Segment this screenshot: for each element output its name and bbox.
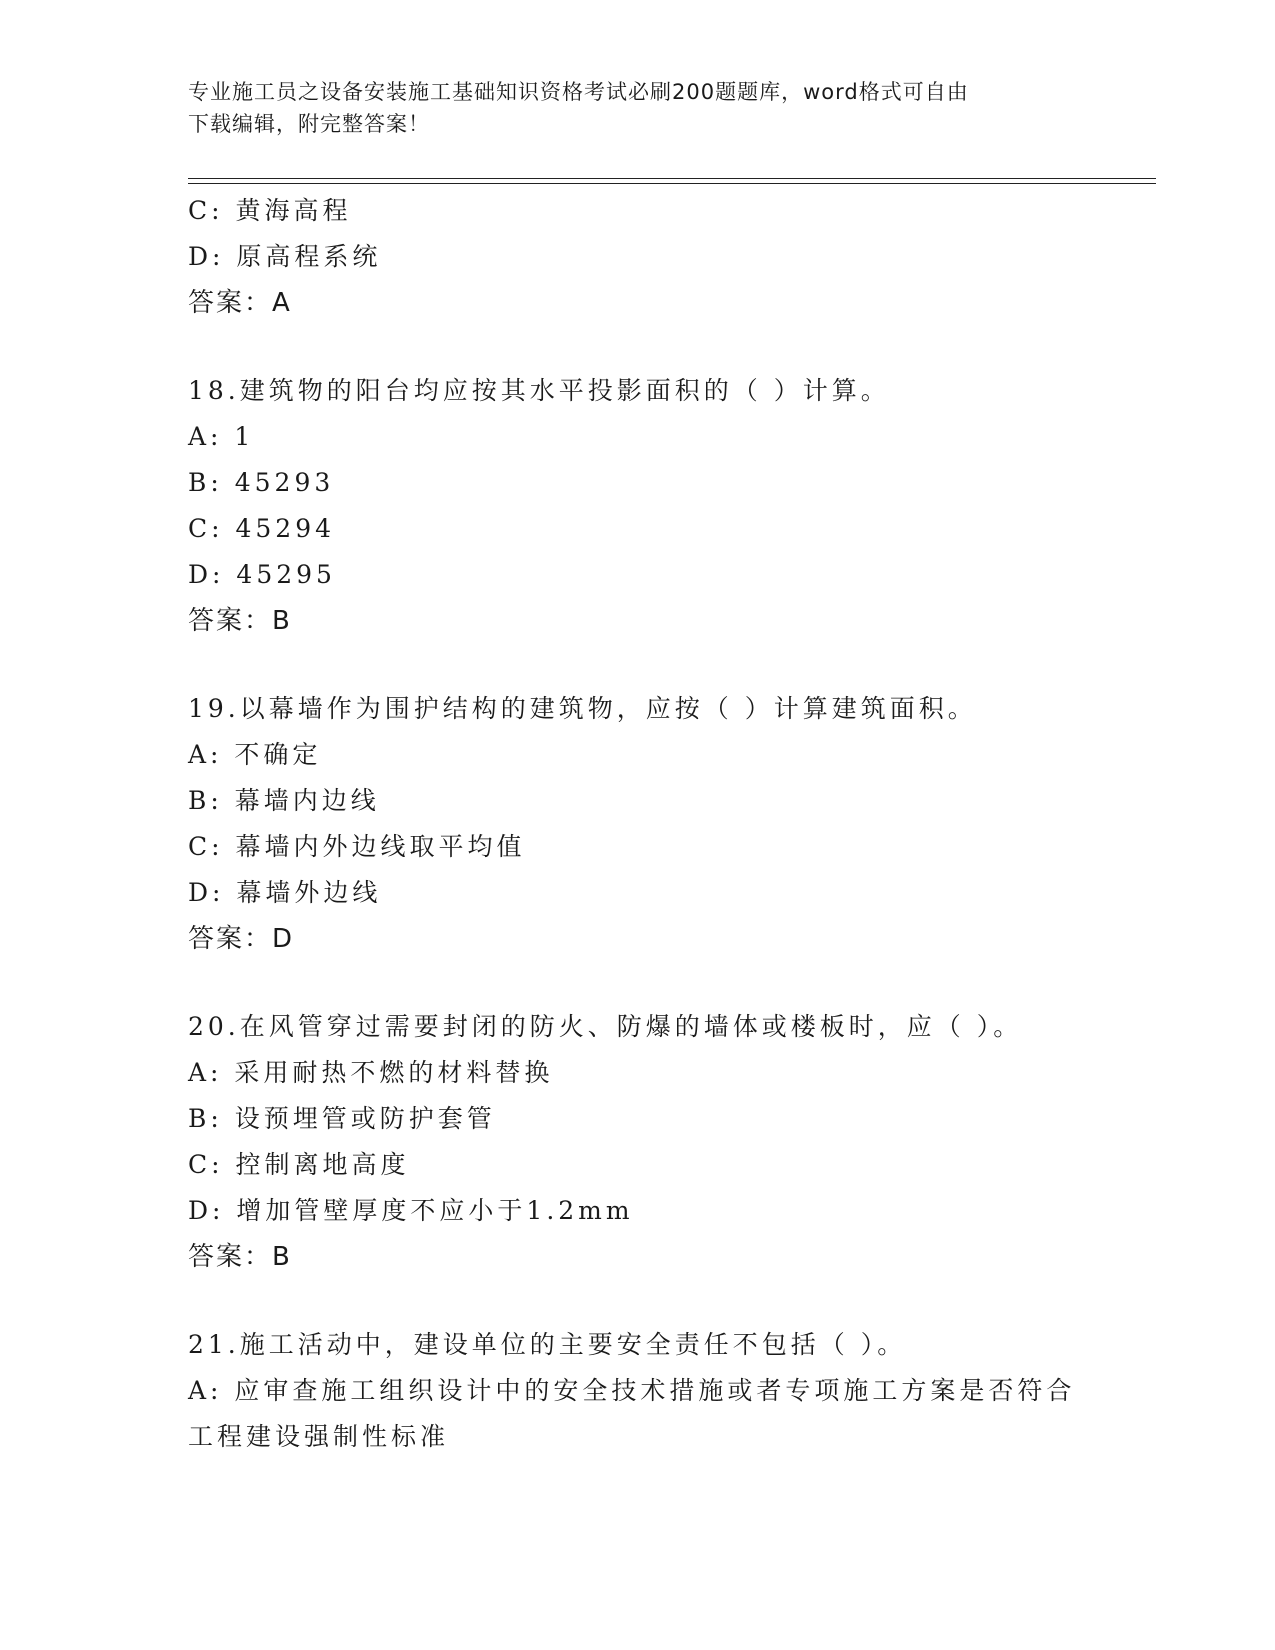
header-divider-top xyxy=(188,178,1156,179)
option-a-line-1: A: 应审查施工组织设计中的安全技术措施或者专项施工方案是否符合 xyxy=(188,1376,1076,1405)
option-c: C: 幕墙内外边线取平均值 xyxy=(188,832,526,861)
option-a: A: 不确定 xyxy=(188,740,322,769)
option-d: D: 原高程系统 xyxy=(188,242,382,271)
document-header xyxy=(188,76,1088,140)
question-stem: 19.以幕墙作为围护结构的建筑物，应按（ ）计算建筑面积。 xyxy=(188,694,977,723)
option-b: B: 幕墙内边线 xyxy=(188,786,380,815)
question-21 xyxy=(188,1322,1088,1460)
option-d: D: 增加管壁厚度不应小于1.2mm xyxy=(188,1196,634,1225)
option-c: C: 45294 xyxy=(188,514,336,543)
option-a-line-2: 工程建设强制性标准 xyxy=(188,1422,450,1451)
answer-line: 答案：B xyxy=(188,1242,292,1272)
answer-line: 答案：D xyxy=(188,924,295,954)
question-stem: 21.施工活动中，建设单位的主要安全责任不包括（ ）。 xyxy=(188,1330,907,1359)
header-line-1: 专业施工员之设备安装施工基础知识资格考试必刷200题题库，word格式可自由 xyxy=(188,80,969,104)
option-c: C: 控制离地高度 xyxy=(188,1150,410,1179)
option-d: D: 45295 xyxy=(188,560,336,589)
option-a: A: 采用耐热不燃的材料替换 xyxy=(188,1058,554,1087)
option-c: C: 黄海高程 xyxy=(188,196,352,225)
answer-line: 答案：A xyxy=(188,288,292,318)
header-line-2: 下载编辑，附完整答案！ xyxy=(188,112,430,136)
answer-line: 答案：B xyxy=(188,606,292,636)
option-b: B: 设预埋管或防护套管 xyxy=(188,1104,496,1133)
question-17-tail xyxy=(188,188,1088,326)
question-list xyxy=(188,188,1088,1460)
question-stem: 18.建筑物的阳台均应按其水平投影面积的（ ）计算。 xyxy=(188,376,890,405)
question-19 xyxy=(188,686,1088,962)
header-divider-bottom xyxy=(188,183,1156,184)
question-18 xyxy=(188,368,1088,644)
option-a: A: 1 xyxy=(188,422,255,451)
option-d: D: 幕墙外边线 xyxy=(188,878,382,907)
question-20 xyxy=(188,1004,1088,1280)
question-stem: 20.在风管穿过需要封闭的防火、防爆的墙体或楼板时，应（ ）。 xyxy=(188,1012,1023,1041)
option-b: B: 45293 xyxy=(188,468,335,497)
